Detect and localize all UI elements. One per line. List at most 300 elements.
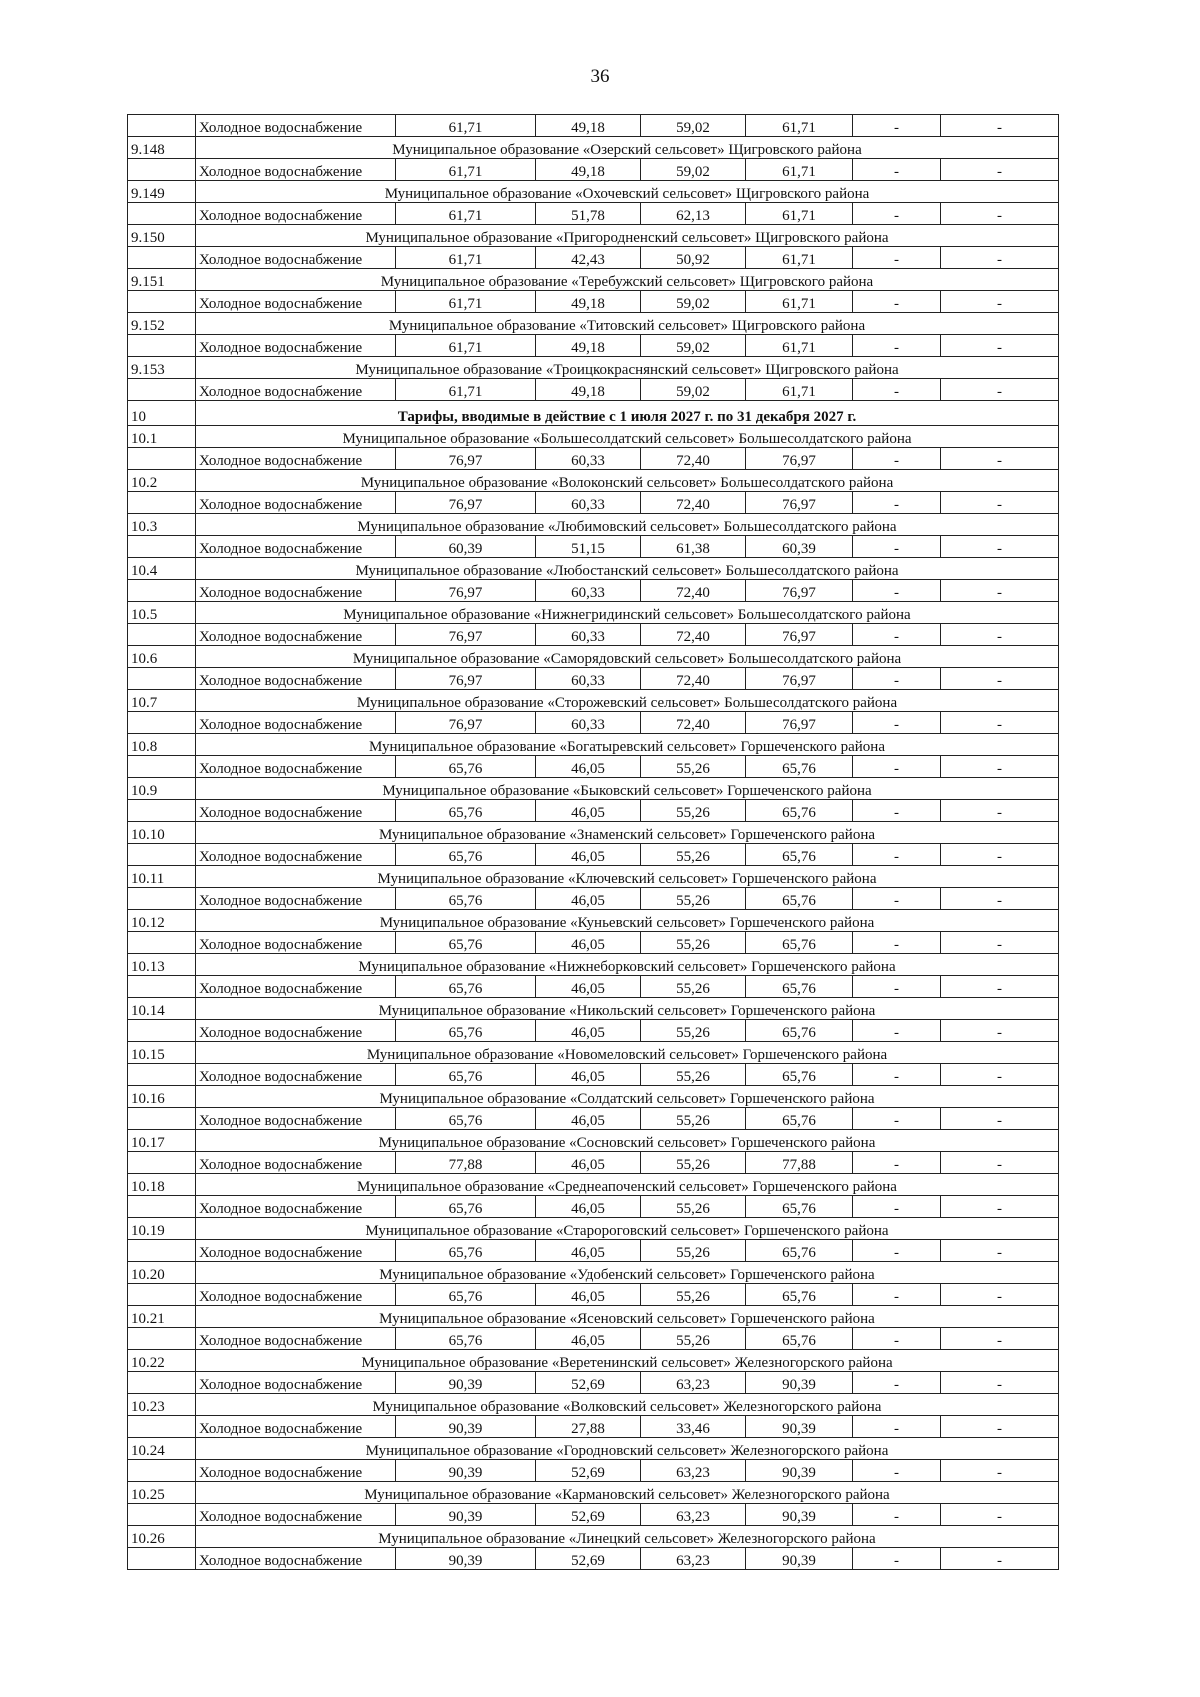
tariff-value-4: 65,76 bbox=[746, 800, 853, 822]
municipality-header-row bbox=[128, 778, 1059, 800]
municipality-title: Муниципальное образование «Знаменский сельсовет» Горшеченского района bbox=[196, 822, 1059, 844]
row-number: 10.23 bbox=[128, 1394, 196, 1416]
municipality-header-row bbox=[128, 269, 1059, 291]
tariff-value-3: 61,38 bbox=[641, 536, 746, 558]
tariff-value-2: 46,05 bbox=[536, 976, 641, 998]
tariff-value-6: - bbox=[941, 1284, 1059, 1306]
tariff-value-6: - bbox=[941, 1416, 1059, 1438]
row-number: 10.19 bbox=[128, 1218, 196, 1240]
tariff-value-3: 63,23 bbox=[641, 1548, 746, 1570]
municipality-header-row bbox=[128, 313, 1059, 335]
tariff-value-1: 61,71 bbox=[396, 203, 536, 225]
tariff-value-4: 65,76 bbox=[746, 1240, 853, 1262]
service-label: Холодное водоснабжение bbox=[196, 1108, 396, 1130]
row-number: 10.20 bbox=[128, 1262, 196, 1284]
municipality-title: Муниципальное образование «Охочевский сельсовет» Щигровского района bbox=[196, 181, 1059, 203]
tariff-value-3: 55,26 bbox=[641, 800, 746, 822]
tariff-value-3: 72,40 bbox=[641, 668, 746, 690]
tariff-value-1: 90,39 bbox=[396, 1460, 536, 1482]
row-number: 9.153 bbox=[128, 357, 196, 379]
municipality-title: Муниципальное образование «Озерский сельсовет» Щигровского района bbox=[196, 137, 1059, 159]
tariff-value-3: 50,92 bbox=[641, 247, 746, 269]
tariff-value-2: 46,05 bbox=[536, 1240, 641, 1262]
service-label: Холодное водоснабжение bbox=[196, 335, 396, 357]
row-number-cell bbox=[128, 580, 196, 602]
service-label: Холодное водоснабжение bbox=[196, 448, 396, 470]
municipality-title: Муниципальное образование «Троицкокраснянский сельсовет» Щигровского района bbox=[196, 357, 1059, 379]
municipality-title: Муниципальное образование «Никольский сельсовет» Горшеченского района bbox=[196, 998, 1059, 1020]
tariff-data-row bbox=[128, 335, 1059, 357]
tariff-value-5: - bbox=[853, 1284, 941, 1306]
row-number-cell bbox=[128, 379, 196, 401]
tariff-value-5: - bbox=[853, 712, 941, 734]
tariff-value-2: 52,69 bbox=[536, 1460, 641, 1482]
tariff-value-3: 63,23 bbox=[641, 1460, 746, 1482]
row-number-cell bbox=[128, 291, 196, 313]
tariff-value-6: - bbox=[941, 1064, 1059, 1086]
row-number: 9.150 bbox=[128, 225, 196, 247]
row-number: 10.4 bbox=[128, 558, 196, 580]
tariff-value-2: 49,18 bbox=[536, 379, 641, 401]
tariff-value-2: 49,18 bbox=[536, 335, 641, 357]
row-number-cell bbox=[128, 1372, 196, 1394]
municipality-header-row bbox=[128, 1218, 1059, 1240]
tariff-data-row bbox=[128, 844, 1059, 866]
tariff-value-1: 76,97 bbox=[396, 624, 536, 646]
municipality-title: Муниципальное образование «Солдатский сельсовет» Горшеченского района bbox=[196, 1086, 1059, 1108]
tariff-value-5: - bbox=[853, 624, 941, 646]
row-number-cell bbox=[128, 712, 196, 734]
tariff-value-3: 63,23 bbox=[641, 1372, 746, 1394]
tariff-value-3: 55,26 bbox=[641, 1240, 746, 1262]
tariff-value-5: - bbox=[853, 335, 941, 357]
tariff-value-5: - bbox=[853, 1240, 941, 1262]
tariff-data-row bbox=[128, 247, 1059, 269]
tariff-value-4: 90,39 bbox=[746, 1416, 853, 1438]
municipality-header-row bbox=[128, 558, 1059, 580]
tariff-value-1: 76,97 bbox=[396, 492, 536, 514]
municipality-header-row bbox=[128, 225, 1059, 247]
tariff-value-1: 61,71 bbox=[396, 379, 536, 401]
tariff-data-row bbox=[128, 1460, 1059, 1482]
tariff-data-row bbox=[128, 1240, 1059, 1262]
row-number-cell bbox=[128, 1460, 196, 1482]
tariff-value-6: - bbox=[941, 932, 1059, 954]
tariff-value-5: - bbox=[853, 536, 941, 558]
municipality-title: Муниципальное образование «Волоконский сельсовет» Большесолдатского района bbox=[196, 470, 1059, 492]
tariff-value-6: - bbox=[941, 536, 1059, 558]
municipality-header-row bbox=[128, 734, 1059, 756]
row-number: 10.21 bbox=[128, 1306, 196, 1328]
row-number: 10.13 bbox=[128, 954, 196, 976]
municipality-title: Муниципальное образование «Старороговский сельсовет» Горшеченского района bbox=[196, 1218, 1059, 1240]
row-number: 10.26 bbox=[128, 1526, 196, 1548]
service-label: Холодное водоснабжение bbox=[196, 1504, 396, 1526]
tariff-value-2: 52,69 bbox=[536, 1548, 641, 1570]
municipality-title: Муниципальное образование «Среднеапоченский сельсовет» Горшеченского района bbox=[196, 1174, 1059, 1196]
tariff-data-row bbox=[128, 203, 1059, 225]
tariff-value-4: 61,71 bbox=[746, 291, 853, 313]
tariff-value-6: - bbox=[941, 756, 1059, 778]
tariff-value-4: 61,71 bbox=[746, 379, 853, 401]
tariff-value-3: 55,26 bbox=[641, 888, 746, 910]
tariff-value-2: 52,69 bbox=[536, 1372, 641, 1394]
municipality-title: Муниципальное образование «Быковский сельсовет» Горшеченского района bbox=[196, 778, 1059, 800]
tariff-value-6: - bbox=[941, 888, 1059, 910]
row-number: 10.9 bbox=[128, 778, 196, 800]
tariff-value-6: - bbox=[941, 492, 1059, 514]
tariff-data-row bbox=[128, 536, 1059, 558]
tariff-value-3: 55,26 bbox=[641, 756, 746, 778]
tariff-value-4: 90,39 bbox=[746, 1548, 853, 1570]
municipality-header-row bbox=[128, 602, 1059, 624]
tariff-value-2: 46,05 bbox=[536, 1196, 641, 1218]
municipality-title: Муниципальное образование «Титовский сельсовет» Щигровского района bbox=[196, 313, 1059, 335]
section-header-row bbox=[128, 401, 1059, 426]
tariff-value-2: 46,05 bbox=[536, 932, 641, 954]
tariff-value-3: 55,26 bbox=[641, 1152, 746, 1174]
tariff-value-6: - bbox=[941, 668, 1059, 690]
municipality-title: Муниципальное образование «Веретенинский сельсовет» Железногорского района bbox=[196, 1350, 1059, 1372]
tariff-data-row bbox=[128, 1328, 1059, 1350]
row-number: 10.1 bbox=[128, 426, 196, 448]
tariff-data-row bbox=[128, 1284, 1059, 1306]
row-number-cell bbox=[128, 800, 196, 822]
tariff-value-3: 59,02 bbox=[641, 379, 746, 401]
tariff-value-5: - bbox=[853, 800, 941, 822]
tariff-value-3: 63,23 bbox=[641, 1504, 746, 1526]
row-number: 10.2 bbox=[128, 470, 196, 492]
tariff-value-6: - bbox=[941, 1108, 1059, 1130]
tariff-value-4: 76,97 bbox=[746, 492, 853, 514]
tariff-value-5: - bbox=[853, 492, 941, 514]
row-number-cell bbox=[128, 1240, 196, 1262]
tariff-value-3: 72,40 bbox=[641, 580, 746, 602]
tariff-data-row bbox=[128, 448, 1059, 470]
tariff-value-5: - bbox=[853, 668, 941, 690]
service-label: Холодное водоснабжение bbox=[196, 159, 396, 181]
tariff-value-3: 72,40 bbox=[641, 492, 746, 514]
municipality-header-row bbox=[128, 1350, 1059, 1372]
tariff-value-1: 65,76 bbox=[396, 800, 536, 822]
tariff-data-row bbox=[128, 1416, 1059, 1438]
tariff-value-1: 65,76 bbox=[396, 1108, 536, 1130]
row-number: 10.14 bbox=[128, 998, 196, 1020]
tariff-data-row bbox=[128, 1372, 1059, 1394]
service-label: Холодное водоснабжение bbox=[196, 115, 396, 137]
tariff-value-1: 65,76 bbox=[396, 1240, 536, 1262]
tariff-value-2: 60,33 bbox=[536, 668, 641, 690]
tariff-value-5: - bbox=[853, 1328, 941, 1350]
tariff-table bbox=[127, 114, 1059, 1570]
row-number-cell bbox=[128, 1416, 196, 1438]
municipality-header-row bbox=[128, 1306, 1059, 1328]
tariff-value-3: 55,26 bbox=[641, 1328, 746, 1350]
tariff-value-4: 61,71 bbox=[746, 247, 853, 269]
tariff-value-5: - bbox=[853, 580, 941, 602]
tariff-value-5: - bbox=[853, 1372, 941, 1394]
row-number: 10.15 bbox=[128, 1042, 196, 1064]
tariff-value-4: 65,76 bbox=[746, 932, 853, 954]
row-number-cell bbox=[128, 115, 196, 137]
tariff-data-row bbox=[128, 291, 1059, 313]
tariff-value-2: 46,05 bbox=[536, 1020, 641, 1042]
service-label: Холодное водоснабжение bbox=[196, 1284, 396, 1306]
row-number: 10.17 bbox=[128, 1130, 196, 1152]
tariff-value-4: 65,76 bbox=[746, 1108, 853, 1130]
tariff-value-1: 90,39 bbox=[396, 1372, 536, 1394]
tariff-value-5: - bbox=[853, 247, 941, 269]
municipality-header-row bbox=[128, 1438, 1059, 1460]
row-number: 10.3 bbox=[128, 514, 196, 536]
tariff-value-3: 59,02 bbox=[641, 115, 746, 137]
tariff-value-1: 65,76 bbox=[396, 976, 536, 998]
row-number: 10.22 bbox=[128, 1350, 196, 1372]
tariff-value-4: 65,76 bbox=[746, 1064, 853, 1086]
tariff-value-2: 51,15 bbox=[536, 536, 641, 558]
tariff-value-4: 76,97 bbox=[746, 712, 853, 734]
row-number-cell bbox=[128, 1196, 196, 1218]
tariff-value-4: 61,71 bbox=[746, 115, 853, 137]
tariff-value-3: 72,40 bbox=[641, 624, 746, 646]
tariff-value-5: - bbox=[853, 1108, 941, 1130]
service-label: Холодное водоснабжение bbox=[196, 492, 396, 514]
tariff-value-2: 60,33 bbox=[536, 448, 641, 470]
row-number-cell bbox=[128, 492, 196, 514]
tariff-data-row bbox=[128, 976, 1059, 998]
tariff-value-6: - bbox=[941, 1504, 1059, 1526]
row-number-cell bbox=[128, 624, 196, 646]
tariff-data-row bbox=[128, 756, 1059, 778]
service-label: Холодное водоснабжение bbox=[196, 1416, 396, 1438]
tariff-value-4: 61,71 bbox=[746, 335, 853, 357]
tariff-value-3: 59,02 bbox=[641, 335, 746, 357]
tariff-value-3: 62,13 bbox=[641, 203, 746, 225]
row-number-cell bbox=[128, 159, 196, 181]
municipality-header-row bbox=[128, 1174, 1059, 1196]
tariff-value-4: 65,76 bbox=[746, 1020, 853, 1042]
tariff-value-3: 59,02 bbox=[641, 159, 746, 181]
tariff-value-6: - bbox=[941, 379, 1059, 401]
municipality-header-row bbox=[128, 1086, 1059, 1108]
tariff-value-2: 46,05 bbox=[536, 844, 641, 866]
municipality-title: Муниципальное образование «Удобенский сельсовет» Горшеченского района bbox=[196, 1262, 1059, 1284]
tariff-value-6: - bbox=[941, 1372, 1059, 1394]
row-number: 10.16 bbox=[128, 1086, 196, 1108]
tariff-value-5: - bbox=[853, 844, 941, 866]
municipality-header-row bbox=[128, 1262, 1059, 1284]
tariff-value-4: 76,97 bbox=[746, 580, 853, 602]
tariff-value-4: 76,97 bbox=[746, 448, 853, 470]
row-number-cell bbox=[128, 536, 196, 558]
tariff-value-1: 76,97 bbox=[396, 668, 536, 690]
tariff-data-row bbox=[128, 888, 1059, 910]
municipality-header-row bbox=[128, 137, 1059, 159]
tariff-value-4: 77,88 bbox=[746, 1152, 853, 1174]
tariff-value-1: 65,76 bbox=[396, 756, 536, 778]
tariff-data-row bbox=[128, 492, 1059, 514]
row-number-cell bbox=[128, 1020, 196, 1042]
tariff-value-3: 55,26 bbox=[641, 1064, 746, 1086]
tariff-value-2: 60,33 bbox=[536, 580, 641, 602]
row-number-cell bbox=[128, 1548, 196, 1570]
tariff-value-6: - bbox=[941, 1152, 1059, 1174]
tariff-value-3: 55,26 bbox=[641, 1196, 746, 1218]
municipality-header-row bbox=[128, 1482, 1059, 1504]
tariff-data-row bbox=[128, 1108, 1059, 1130]
tariff-value-4: 60,39 bbox=[746, 536, 853, 558]
service-label: Холодное водоснабжение bbox=[196, 1196, 396, 1218]
tariff-value-5: - bbox=[853, 1504, 941, 1526]
tariff-value-1: 76,97 bbox=[396, 712, 536, 734]
municipality-title: Муниципальное образование «Куньевский сельсовет» Горшеченского района bbox=[196, 910, 1059, 932]
tariff-value-1: 61,71 bbox=[396, 247, 536, 269]
row-number: 10.7 bbox=[128, 690, 196, 712]
municipality-header-row bbox=[128, 470, 1059, 492]
tariff-data-row bbox=[128, 1548, 1059, 1570]
municipality-title: Муниципальное образование «Нижнеборковский сельсовет» Горшеченского района bbox=[196, 954, 1059, 976]
tariff-value-5: - bbox=[853, 932, 941, 954]
service-label: Холодное водоснабжение bbox=[196, 888, 396, 910]
service-label: Холодное водоснабжение bbox=[196, 668, 396, 690]
tariff-data-row bbox=[128, 1196, 1059, 1218]
row-number: 9.149 bbox=[128, 181, 196, 203]
tariff-value-6: - bbox=[941, 844, 1059, 866]
tariff-value-4: 65,76 bbox=[746, 976, 853, 998]
row-number: 10.18 bbox=[128, 1174, 196, 1196]
municipality-title: Муниципальное образование «Любимовский сельсовет» Большесолдатского района bbox=[196, 514, 1059, 536]
municipality-header-row bbox=[128, 646, 1059, 668]
tariff-data-row bbox=[128, 1064, 1059, 1086]
tariff-value-6: - bbox=[941, 976, 1059, 998]
tariff-value-2: 60,33 bbox=[536, 712, 641, 734]
municipality-title: Муниципальное образование «Городновский сельсовет» Железногорского района bbox=[196, 1438, 1059, 1460]
tariff-value-6: - bbox=[941, 203, 1059, 225]
tariff-value-1: 76,97 bbox=[396, 580, 536, 602]
tariff-value-2: 51,78 bbox=[536, 203, 641, 225]
service-label: Холодное водоснабжение bbox=[196, 1372, 396, 1394]
service-label: Холодное водоснабжение bbox=[196, 932, 396, 954]
tariff-data-row bbox=[128, 624, 1059, 646]
tariff-value-4: 90,39 bbox=[746, 1460, 853, 1482]
row-number-cell bbox=[128, 1152, 196, 1174]
municipality-header-row bbox=[128, 954, 1059, 976]
row-number: 10.24 bbox=[128, 1438, 196, 1460]
tariff-value-5: - bbox=[853, 1460, 941, 1482]
municipality-title: Муниципальное образование «Новомеловский сельсовет» Горшеченского района bbox=[196, 1042, 1059, 1064]
tariff-value-2: 60,33 bbox=[536, 624, 641, 646]
tariff-data-row bbox=[128, 932, 1059, 954]
tariff-data-row bbox=[128, 115, 1059, 137]
tariff-value-4: 90,39 bbox=[746, 1504, 853, 1526]
municipality-title: Муниципальное образование «Линецкий сельсовет» Железногорского района bbox=[196, 1526, 1059, 1548]
row-number: 10.12 bbox=[128, 910, 196, 932]
tariff-value-6: - bbox=[941, 448, 1059, 470]
municipality-header-row bbox=[128, 1130, 1059, 1152]
municipality-header-row bbox=[128, 998, 1059, 1020]
tariff-value-2: 46,05 bbox=[536, 1108, 641, 1130]
municipality-title: Муниципальное образование «Пригородненский сельсовет» Щигровского района bbox=[196, 225, 1059, 247]
tariff-value-4: 76,97 bbox=[746, 624, 853, 646]
tariff-value-2: 27,88 bbox=[536, 1416, 641, 1438]
municipality-title: Муниципальное образование «Волковский сельсовет» Железногорского района bbox=[196, 1394, 1059, 1416]
tariff-value-3: 55,26 bbox=[641, 932, 746, 954]
tariff-value-5: - bbox=[853, 1416, 941, 1438]
tariff-value-4: 65,76 bbox=[746, 844, 853, 866]
page-number: 36 bbox=[590, 66, 610, 87]
tariff-value-2: 49,18 bbox=[536, 115, 641, 137]
tariff-value-6: - bbox=[941, 1328, 1059, 1350]
tariff-value-5: - bbox=[853, 888, 941, 910]
row-number: 9.152 bbox=[128, 313, 196, 335]
row-number-cell bbox=[128, 1064, 196, 1086]
tariff-value-1: 65,76 bbox=[396, 932, 536, 954]
tariff-value-2: 42,43 bbox=[536, 247, 641, 269]
tariff-value-6: - bbox=[941, 291, 1059, 313]
tariff-value-1: 61,71 bbox=[396, 115, 536, 137]
row-number-cell bbox=[128, 1328, 196, 1350]
tariff-value-4: 65,76 bbox=[746, 1284, 853, 1306]
service-label: Холодное водоснабжение bbox=[196, 1460, 396, 1482]
tariff-value-5: - bbox=[853, 1548, 941, 1570]
municipality-header-row bbox=[128, 357, 1059, 379]
tariff-data-row bbox=[128, 1504, 1059, 1526]
tariff-value-6: - bbox=[941, 712, 1059, 734]
service-label: Холодное водоснабжение bbox=[196, 1548, 396, 1570]
tariff-value-5: - bbox=[853, 1152, 941, 1174]
municipality-title: Муниципальное образование «Богатыревский сельсовет» Горшеченского района bbox=[196, 734, 1059, 756]
service-label: Холодное водоснабжение bbox=[196, 976, 396, 998]
tariff-value-2: 49,18 bbox=[536, 291, 641, 313]
tariff-value-6: - bbox=[941, 1020, 1059, 1042]
tariff-value-3: 33,46 bbox=[641, 1416, 746, 1438]
row-number-cell bbox=[128, 1504, 196, 1526]
municipality-header-row bbox=[128, 1042, 1059, 1064]
municipality-title: Муниципальное образование «Ключевский сельсовет» Горшеченского района bbox=[196, 866, 1059, 888]
municipality-header-row bbox=[128, 910, 1059, 932]
section-number: 10 bbox=[128, 401, 196, 426]
tariff-value-6: - bbox=[941, 1548, 1059, 1570]
tariff-value-1: 61,71 bbox=[396, 159, 536, 181]
tariff-value-1: 90,39 bbox=[396, 1416, 536, 1438]
tariff-value-4: 61,71 bbox=[746, 203, 853, 225]
tariff-data-row bbox=[128, 712, 1059, 734]
service-label: Холодное водоснабжение bbox=[196, 536, 396, 558]
tariff-value-4: 65,76 bbox=[746, 756, 853, 778]
service-label: Холодное водоснабжение bbox=[196, 1064, 396, 1086]
municipality-header-row bbox=[128, 822, 1059, 844]
row-number: 10.6 bbox=[128, 646, 196, 668]
row-number: 10.25 bbox=[128, 1482, 196, 1504]
municipality-title: Муниципальное образование «Нижнегридинский сельсовет» Большесолдатского района bbox=[196, 602, 1059, 624]
tariff-value-1: 60,39 bbox=[396, 536, 536, 558]
tariff-data-row bbox=[128, 1020, 1059, 1042]
tariff-value-6: - bbox=[941, 1460, 1059, 1482]
municipality-header-row bbox=[128, 181, 1059, 203]
tariff-value-1: 65,76 bbox=[396, 1196, 536, 1218]
row-number: 10.5 bbox=[128, 602, 196, 624]
tariff-value-5: - bbox=[853, 291, 941, 313]
tariff-value-2: 60,33 bbox=[536, 492, 641, 514]
tariff-data-row bbox=[128, 580, 1059, 602]
tariff-value-4: 65,76 bbox=[746, 888, 853, 910]
tariff-value-2: 49,18 bbox=[536, 159, 641, 181]
tariff-value-1: 65,76 bbox=[396, 1064, 536, 1086]
tariff-value-4: 76,97 bbox=[746, 668, 853, 690]
tariff-value-3: 55,26 bbox=[641, 844, 746, 866]
municipality-header-row bbox=[128, 866, 1059, 888]
municipality-title: Муниципальное образование «Любостанский сельсовет» Большесолдатского района bbox=[196, 558, 1059, 580]
